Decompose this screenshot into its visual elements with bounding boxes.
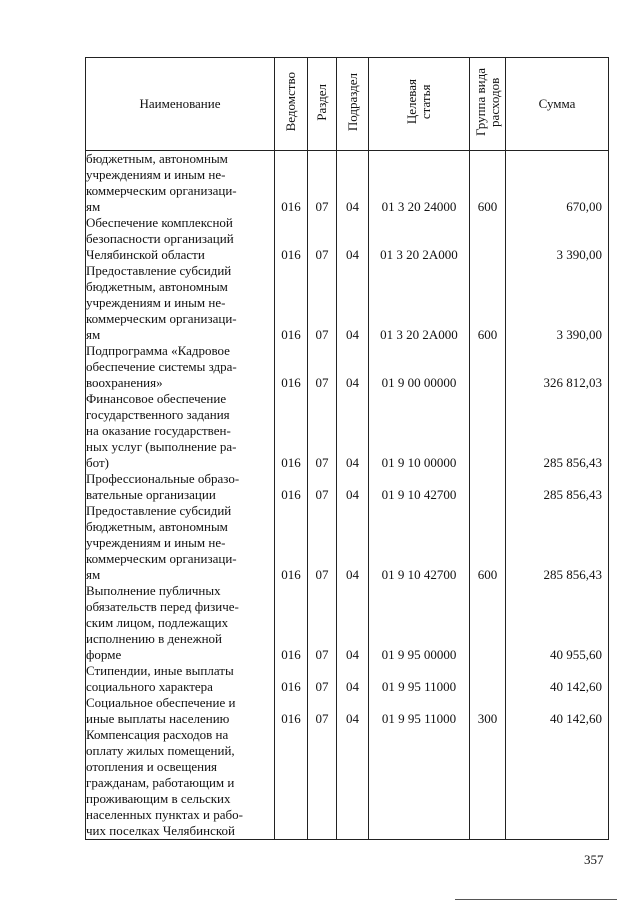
table-row <box>86 343 609 391</box>
row-summa: 285 856,43 <box>506 503 609 583</box>
row-name <box>86 583 275 663</box>
row-gruppa: 300 <box>470 695 506 727</box>
row-vedomstvo: 016 <box>275 151 308 216</box>
header-name: Наименование <box>86 58 275 151</box>
row-name-line: бюджетным, автономным <box>86 519 228 534</box>
table-header-row <box>86 58 609 151</box>
row-name <box>86 727 275 840</box>
row-podrazdel: 04 <box>337 215 369 263</box>
table-row <box>86 663 609 695</box>
row-name-line: Предоставление субсидий <box>86 263 232 278</box>
row-name-line: вательные организации <box>86 487 216 502</box>
row-razdel: 07 <box>308 391 337 471</box>
row-celevaya-statya: 01 9 10 42700 <box>369 471 470 503</box>
row-vedomstvo: 016 <box>275 583 308 663</box>
row-podrazdel <box>337 727 369 840</box>
row-celevaya-statya: 01 3 20 24000 <box>369 151 470 216</box>
row-summa: 285 856,43 <box>506 391 609 471</box>
row-celevaya-statya: 01 9 10 42700 <box>369 503 470 583</box>
row-name-line: обеспечение системы здра- <box>86 359 237 374</box>
row-summa: 40 955,60 <box>506 583 609 663</box>
row-razdel: 07 <box>308 215 337 263</box>
row-name-line: бюджетным, автономным <box>86 151 228 166</box>
row-name-line: Стипендии, иные выплаты <box>86 663 234 678</box>
row-celevaya-statya: 01 9 10 00000 <box>369 391 470 471</box>
row-summa: 3 390,00 <box>506 215 609 263</box>
table-row <box>86 471 609 503</box>
header-summa: Сумма <box>506 58 609 151</box>
row-name-line: ям <box>86 327 101 342</box>
row-summa: 326 812,03 <box>506 343 609 391</box>
row-name-line: Подпрограмма «Кадровое <box>86 343 230 358</box>
row-name-line: Обеспечение комплексной <box>86 215 233 230</box>
table-row <box>86 695 609 727</box>
row-podrazdel: 04 <box>337 471 369 503</box>
row-name-line: ским лицом, подлежащих <box>86 615 229 630</box>
row-gruppa <box>470 391 506 471</box>
row-name-line: учреждениям и иным не- <box>86 295 226 310</box>
row-podrazdel: 04 <box>337 151 369 216</box>
row-name <box>86 503 275 583</box>
row-podrazdel: 04 <box>337 583 369 663</box>
row-name-line: обязательств перед физиче- <box>86 599 239 614</box>
bottom-rule <box>455 899 617 900</box>
row-name-line: безопасности организаций <box>86 231 234 246</box>
row-celevaya-statya: 01 3 20 2А000 <box>369 215 470 263</box>
row-gruppa: 600 <box>470 263 506 343</box>
row-name <box>86 215 275 263</box>
row-name-line: бюджетным, автономным <box>86 279 228 294</box>
row-gruppa <box>470 583 506 663</box>
row-name-line: ям <box>86 199 101 214</box>
row-podrazdel: 04 <box>337 391 369 471</box>
row-name <box>86 471 275 503</box>
row-name-line: форме <box>86 647 122 662</box>
row-name-line: оплату жилых помещений, <box>86 743 235 758</box>
row-name-line: ных услуг (выполнение ра- <box>86 439 237 454</box>
row-razdel: 07 <box>308 263 337 343</box>
row-podrazdel: 04 <box>337 263 369 343</box>
row-vedomstvo: 016 <box>275 215 308 263</box>
row-celevaya-statya: 01 3 20 2А000 <box>369 263 470 343</box>
row-podrazdel: 04 <box>337 503 369 583</box>
row-name-line: социального характера <box>86 679 213 694</box>
row-summa: 670,00 <box>506 151 609 216</box>
row-name-line: на оказание государствен- <box>86 423 231 438</box>
row-razdel: 07 <box>308 471 337 503</box>
table-row <box>86 391 609 471</box>
row-vedomstvo: 016 <box>275 503 308 583</box>
row-name-line: чих поселках Челябинской <box>86 823 235 838</box>
row-name-line: воохранения» <box>86 375 163 390</box>
table-row <box>86 727 609 840</box>
row-razdel: 07 <box>308 663 337 695</box>
row-vedomstvo: 016 <box>275 343 308 391</box>
row-name-line: учреждениям и иным не- <box>86 535 226 550</box>
row-name-line: Социальное обеспечение и <box>86 695 236 710</box>
row-summa: 3 390,00 <box>506 263 609 343</box>
row-name-line: Финансовое обеспечение <box>86 391 227 406</box>
table-row <box>86 503 609 583</box>
row-gruppa: 600 <box>470 503 506 583</box>
row-celevaya-statya: 01 9 95 00000 <box>369 583 470 663</box>
row-name-line: Профессиональные образо- <box>86 471 240 486</box>
page-number: 357 <box>584 852 604 867</box>
row-name <box>86 391 275 471</box>
row-vedomstvo: 016 <box>275 663 308 695</box>
header-razdel: Раздел <box>308 58 337 151</box>
table-row <box>86 583 609 663</box>
row-celevaya-statya: 01 9 95 11000 <box>369 695 470 727</box>
row-razdel: 07 <box>308 503 337 583</box>
budget-table <box>85 57 609 840</box>
row-gruppa: 600 <box>470 151 506 216</box>
header-podrazdel: Подраздел <box>337 58 369 151</box>
header-celevaya-statya: Целевая статья <box>369 58 470 151</box>
row-name <box>86 151 275 216</box>
row-summa: 40 142,60 <box>506 663 609 695</box>
row-name-line: учреждениям и иным не- <box>86 167 226 182</box>
row-vedomstvo: 016 <box>275 471 308 503</box>
row-name-line: иные выплаты населению <box>86 711 230 726</box>
row-razdel: 07 <box>308 695 337 727</box>
row-podrazdel: 04 <box>337 343 369 391</box>
row-name-line: Челябинской области <box>86 247 205 262</box>
row-name-line: ям <box>86 567 101 582</box>
row-celevaya-statya: 01 9 95 11000 <box>369 663 470 695</box>
table-row <box>86 215 609 263</box>
row-summa: 285 856,43 <box>506 471 609 503</box>
row-razdel: 07 <box>308 343 337 391</box>
row-name-line: исполнению в денежной <box>86 631 222 646</box>
header-gruppa-vida-rashodov: Группа вида расходов <box>470 58 506 151</box>
row-gruppa <box>470 727 506 840</box>
row-name-line: гражданам, работающим и <box>86 775 235 790</box>
row-vedomstvo: 016 <box>275 695 308 727</box>
row-vedomstvo: 016 <box>275 263 308 343</box>
row-gruppa <box>470 343 506 391</box>
table-row <box>86 263 609 343</box>
row-name-line: государственного задания <box>86 407 230 422</box>
row-podrazdel: 04 <box>337 663 369 695</box>
table-body <box>86 151 609 840</box>
row-gruppa <box>470 471 506 503</box>
row-name-line: коммерческим организаци- <box>86 551 237 566</box>
row-celevaya-statya: 01 9 00 00000 <box>369 343 470 391</box>
header-vedomstvo: Ведомство <box>275 58 308 151</box>
row-name-line: бот) <box>86 455 109 470</box>
row-name <box>86 663 275 695</box>
row-gruppa <box>470 663 506 695</box>
row-name-line: отопления и освещения <box>86 759 218 774</box>
row-podrazdel: 04 <box>337 695 369 727</box>
row-name-line: проживающим в сельских <box>86 791 231 806</box>
row-name-line: Компенсация расходов на <box>86 727 229 742</box>
row-name-line: Выполнение публичных <box>86 583 221 598</box>
row-name-line: Предоставление субсидий <box>86 503 232 518</box>
row-name-line: коммерческим организаци- <box>86 183 237 198</box>
row-summa: 40 142,60 <box>506 695 609 727</box>
row-celevaya-statya <box>369 727 470 840</box>
row-name-line: коммерческим организаци- <box>86 311 237 326</box>
row-vedomstvo <box>275 727 308 840</box>
row-name-line: населенных пунктах и рабо- <box>86 807 243 822</box>
row-name <box>86 343 275 391</box>
table-row <box>86 151 609 216</box>
row-name <box>86 263 275 343</box>
row-razdel <box>308 727 337 840</box>
row-razdel: 07 <box>308 151 337 216</box>
row-gruppa <box>470 215 506 263</box>
row-name <box>86 695 275 727</box>
row-summa <box>506 727 609 840</box>
row-razdel: 07 <box>308 583 337 663</box>
row-vedomstvo: 016 <box>275 391 308 471</box>
